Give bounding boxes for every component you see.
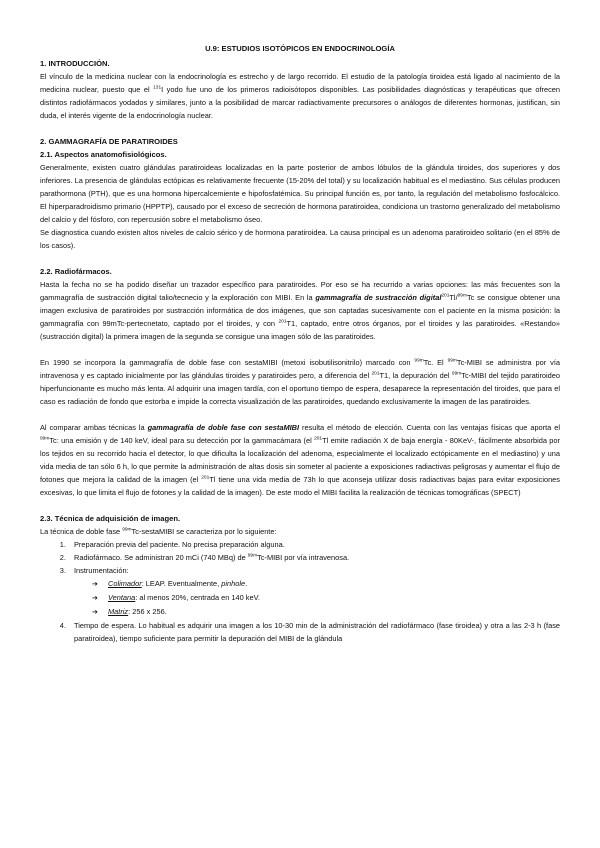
list-item: 1. Preparación previa del paciente. No precisa preparación alguna. xyxy=(68,538,560,551)
document-title: U.9: ESTUDIOS ISOTÓPICOS EN ENDOCRINOLOGÍA xyxy=(205,44,395,53)
section-2-heading: 2. GAMMAGRAFÍA DE PARATIROIDES xyxy=(40,137,178,146)
instrumentation-sublist xyxy=(74,577,560,619)
anatomy-paragraph-1: Generalmente, existen cuatro glándulas paratiroideas localizadas en la parte posterior de ambos lóbulos de la glándula tiroides, dos superiores y dos inferiores. La presencia de glándulas ectópicas es relativamente frecuente (15-20% del total) y su localización habitual es el mediastino. Sus células producen parathormona (PTH), que es una hormona hipercalcemiente e hipofosfatémica. Su principal función es, por tanto, la regulación del metabolismo fosfocálcico. El hiperparadroidismo primario (HPPTP), causado por el exceso de secreción de hormona paratiroidea, condiciona un trastorno generalizado del metabolismo del calcio y del fósforo, con repercusión sobre el metabolismo óseo. xyxy=(40,163,560,224)
list-item: 2. Radiofármaco. Se administran 20 mCi (740 MBq) de $^{99m}$Tc-MIBI por vía intravenosa. xyxy=(68,551,560,564)
section-2-1-heading: 2.1. Aspectos anatomofisiológicos. xyxy=(40,150,167,159)
section-2-3-heading: 2.3. Técnica de adquisición de imagen. xyxy=(40,514,181,523)
arrow-icon: ➔ xyxy=(92,581,98,588)
intro-paragraph: El vínculo de la medicina nuclear con la endocrinología es estrecho y de largo recorrido. El estudio de la patología tiroidea está ligado al nacimiento de la medicina nuclear, puesto que el $^{131}$I yodo fue uno de los primeros radioisótopos disponibles. Las posibilidades diagnósticas y terapéuticas que ofrecen distintos radiofármacos yodados y similares, junto a la posibilidad de marcar radiactivamente precursores o análogos de diferentes hormonas, justifican, sin duda, el interés vigente de la endocrinología nuclear. xyxy=(40,72,560,120)
list-item: 3. Instrumentación: ➔ Colimador: LEAP. Eventualmente, pinhole. ➔ Ventana: al menos 20%, centrada en 140 keV. ➔ Matriz: 256 x 256. xyxy=(68,564,560,619)
section-1-heading: 1. INTRODUCCIÓN. xyxy=(40,59,110,68)
arrow-icon: ➔ xyxy=(92,595,98,602)
sublist-item: ➔ Colimador: LEAP. Eventualmente, pinhole. xyxy=(92,577,560,591)
sublist-item: ➔ Matriz: 256 x 256. xyxy=(92,605,560,619)
technique-intro: La técnica de doble fase $^{99m}$Tc-sestaMIBI se caracteriza por lo siguiente: xyxy=(40,527,277,536)
radiopharm-paragraph-2: En 1990 se incorpora la gammagrafía de doble fase con sestaMIBI (metoxi isobutilisonitrilo) marcado con $^{99m}$Tc. El $^{99m}$Tc-MIBI se administra por vía intravenosa y es captado inicialmente por las glándulas tiroides y paratiroides pero, a diferencia del $^{201}$T1, la depuración del $^{99m}$Tc-MIBI del tejido paratiroideo hiperfuncionante es mucho más lenta. Al adquirir una imagen tardía, con el oportuno tiempo de espera, desaparece la representación del tiroides, que para el caso es radiación de fondo que estorba e impide la correcta visualización de las paratiroides, quedando exclusivamente la imagen de las paratiroides. xyxy=(40,358,561,406)
radiopharm-paragraph-3: Al comparar ambas técnicas la gammagrafía de doble fase con sestaMIBI resulta el método de elección. Cuenta con las ventajas físicas que aporta el $^{99m}$Tc: una emisión γ de 140 keV, ideal para su detección por la gammacámara (el $^{201}$Tl emite radiación X de baja energía - 80KeV-, fácilmente absorbida por los tejidos en su recorrido hacia el detector, lo que dificulta la localización del adenoma, especialmente el localizado ectópicamente en el mediastino) y una vida media de tan sólo 6 h, lo que permite la administración de altas dosis sin someter al paciente a exposiciones radiactivas peligrosas y aumentar el flujo de fotones que mejora la calidad de la imagen (el $^{201}$Tl tiene una vida media de 73h lo que aconseja utilizar dosis radiactivas bajas para evitar exposiciones excesivas, lo que limita el flujo de fotones y la calidad de la imagen). De este modo el MIBI facilita la realización de técnicas tomográficas (SPECT) xyxy=(40,423,560,497)
arrow-icon: ➔ xyxy=(92,609,98,616)
sublist-item: ➔ Ventana: al menos 20%, centrada en 140 keV. xyxy=(92,591,560,605)
radiopharm-paragraph-1: Hasta la fecha no se ha podido diseñar un trazador específico para paratiroides. Por eso se ha recurrido a varias opciones: las más frecuentes son la gammagrafía de sustracción digital talio/tecnecio y la exploración con MIBI. En la gammagrafía de sustracción digital$^{201}$Tl/$^{99m}$Tc se consigue obtener una imagen exclusiva de paratiroides por sustracción informática de dos imágenes, que son captadas sucesivamente con el paciente en la misma posición: la gammagrafía con 99mTc-pertecnetato, captado por el tiroides, y con $^{201}$T1, captado, entre otros órganos, por el tiroides y las paratiroides. «Restando» (sustracción digital) la primera imagen de la segunda se consigue una imagen sólo de las paratiroides. xyxy=(40,280,561,341)
anatomy-paragraph-2: Se diagnostica cuando existen altos niveles de calcio sérico y de hormona paratiroidea. La causa principal es un adenoma paratiroideo solitario (en el 85% de los casos). xyxy=(40,228,560,250)
technique-list xyxy=(40,538,560,645)
section-2-2-heading: 2.2. Radiofármacos. xyxy=(40,267,112,276)
list-item: 4. Tiempo de espera. Lo habitual es adquirir una imagen a los 10-30 min de la administración del radiofármaco (fase tiroidea) y otra a las 2-3 h (fase paratiroidea), tiempo suficiente para permitir la depuración del MIBI de la glándula xyxy=(68,619,560,645)
